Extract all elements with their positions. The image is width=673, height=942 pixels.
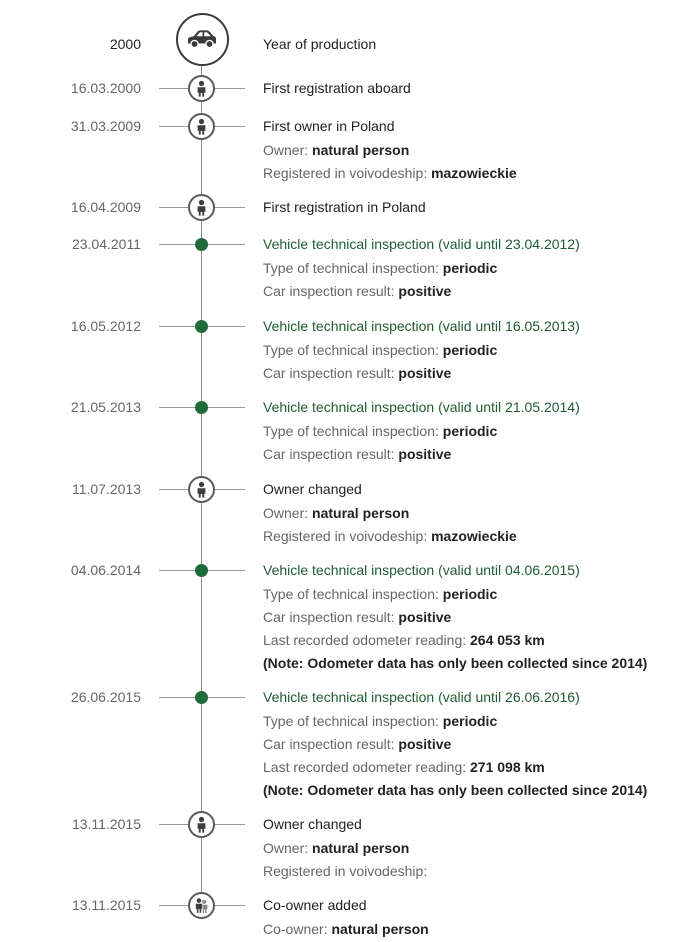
event-title: Owner changed [263,481,362,497]
event-details [263,34,668,57]
odometer-note: (Note: Odometer data has only been collected since 2014) [263,782,648,798]
inspection-dot-icon [195,401,208,414]
detail-label: Registered in voivodeship: [263,165,428,181]
detail-row [263,280,668,303]
detail-value: 271 098 km [470,759,545,775]
detail-row [263,525,668,548]
people-icon [188,892,215,919]
person-icon [188,476,215,503]
detail-row [263,583,668,606]
detail-value: periodic [442,713,498,729]
event-title: Vehicle technical inspection (valid until 26.06.2016) [263,689,580,705]
detail-value: positive [398,446,452,462]
detail-label: Last recorded odometer reading: [263,759,467,775]
detail-label: Registered in voivodeship: [263,528,428,544]
detail-label: Type of technical inspection: [263,713,439,729]
detail-label: Owner: [263,840,309,856]
detail-row [263,502,668,525]
detail-value: natural person [312,142,410,158]
event-details [263,234,668,303]
detail-label: Co-owner: [263,921,328,937]
event-title: Vehicle technical inspection (valid until 23.04.2012) [263,236,580,252]
event-title: Co-owner added [263,897,367,913]
detail-label: Last recorded odometer reading: [263,632,467,648]
event-date: 11.07.2013 [71,481,141,497]
event-title: First registration aboard [263,80,411,96]
inspection-dot-icon [195,320,208,333]
event-title: Year of production [263,36,377,52]
detail-label: Owner: [263,505,309,521]
event-title: First registration in Poland [263,199,426,215]
event-details [263,397,668,466]
event-details [263,895,668,941]
event-details [263,78,668,101]
person-icon [188,75,215,102]
timeline-line [201,44,202,906]
event-title: First owner in Poland [263,118,395,134]
detail-label: Owner: [263,142,309,158]
detail-row [263,860,668,883]
detail-row [263,362,668,385]
event-date: 31.03.2009 [70,118,141,134]
detail-value: mazowieckie [431,528,517,544]
detail-row [263,629,668,652]
detail-value: periodic [442,260,498,276]
inspection-dot-icon [195,238,208,251]
detail-value: 264 053 km [470,632,545,648]
event-details [263,197,668,220]
detail-row [263,139,668,162]
event-details [263,560,668,675]
detail-row [263,837,668,860]
detail-label: Type of technical inspection: [263,423,439,439]
detail-label: Car inspection result: [263,736,395,752]
detail-value: positive [398,609,452,625]
detail-value: natural person [312,840,410,856]
detail-label: Car inspection result: [263,283,395,299]
detail-row [263,756,668,779]
detail-value: natural person [331,921,429,937]
event-date: 13.11.2015 [71,897,141,913]
detail-value: positive [398,283,452,299]
detail-row [263,710,668,733]
event-date: 13.11.2015 [71,816,141,832]
detail-label: Type of technical inspection: [263,342,439,358]
detail-row [263,606,668,629]
event-title: Vehicle technical inspection (valid until 04.06.2015) [263,562,580,578]
detail-value: periodic [442,342,498,358]
event-title: Owner changed [263,816,362,832]
detail-row [263,779,668,802]
event-date: 04.06.2014 [70,562,141,578]
detail-row [263,162,668,185]
detail-row [263,420,668,443]
detail-value: periodic [442,423,498,439]
event-date: 16.05.2012 [70,318,141,334]
car-icon [176,13,229,66]
event-details [263,479,668,548]
event-date: 26.06.2015 [70,689,141,705]
event-details [263,687,668,802]
detail-value: mazowieckie [431,165,517,181]
inspection-dot-icon [195,564,208,577]
detail-label: Car inspection result: [263,365,395,381]
event-date: 21.05.2013 [70,399,141,415]
event-details [263,814,668,883]
event-details [263,116,668,185]
inspection-dot-icon [195,691,208,704]
odometer-note: (Note: Odometer data has only been collected since 2014) [263,655,648,671]
event-title: Vehicle technical inspection (valid until 16.05.2013) [263,318,580,334]
detail-row [263,339,668,362]
detail-label: Type of technical inspection: [263,586,439,602]
detail-label: Type of technical inspection: [263,260,439,276]
detail-value: positive [398,736,452,752]
event-date: 16.03.2000 [70,80,141,96]
detail-row [263,918,668,941]
person-icon [188,113,215,140]
event-details [263,316,668,385]
detail-value: natural person [312,505,410,521]
detail-row [263,652,668,675]
event-date: 16.04.2009 [70,199,141,215]
person-icon [188,194,215,221]
detail-value: positive [398,365,452,381]
detail-label: Car inspection result: [263,609,395,625]
detail-value: periodic [442,586,498,602]
detail-row [263,733,668,756]
detail-row [263,443,668,466]
detail-label: Registered in voivodeship: [263,863,428,879]
person-icon [188,811,215,838]
event-title: Vehicle technical inspection (valid until 21.05.2014) [263,399,580,415]
detail-row [263,257,668,280]
detail-label: Car inspection result: [263,446,395,462]
event-date: 2000 [109,36,141,52]
event-date: 23.04.2011 [71,236,141,252]
